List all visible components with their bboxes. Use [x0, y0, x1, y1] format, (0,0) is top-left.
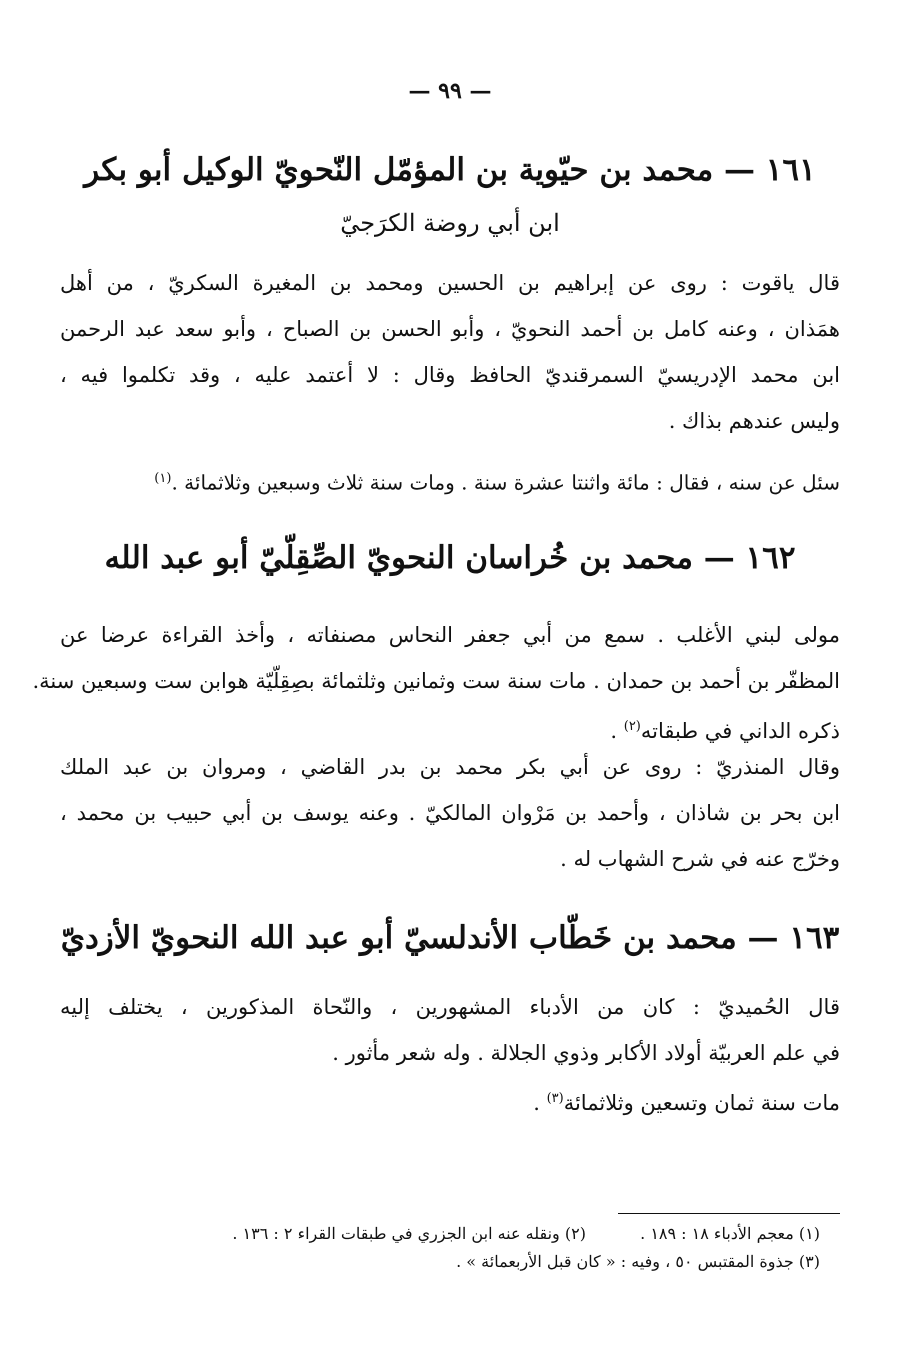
entry-162-paragraph-1 [32, 612, 840, 754]
entry-heading-162: ١٦٢ — محمد بن خُراسان النحويّ الصِّقِلّيّ أبو عبد الله [104, 540, 796, 576]
footnote-divider [618, 1213, 840, 1214]
entry-161-paragraph-1 [60, 260, 840, 444]
text-line-content: سئل عن سنه ، فقال : مائة واثنتا عشرة سنة . ومات سنة ثلاث وسبعين وثلاثمائة . [171, 470, 840, 495]
text-line-tail: . [610, 719, 624, 743]
entry-163-paragraph-1 [60, 984, 840, 1076]
text-line: مولى لبني الأغلب . سمع من أبي جعفر النحاس مصنفاته ، وأخذ القراءة عرضا عن [60, 623, 840, 647]
footnotes [60, 1220, 820, 1276]
footnote-3: (٣) جذوة المقتبس ٥٠ ، وفيه : « كان قبل الأربعمائة » . [456, 1252, 820, 1271]
footnote-ref-3: (٣) [546, 1091, 564, 1106]
footnote-ref-2: (٢) [623, 719, 641, 734]
entry-163-paragraph-2 [60, 1076, 840, 1126]
footnote-row [60, 1220, 820, 1248]
page-number: — ٩٩ — [408, 78, 492, 104]
text-line: وليس عندهم بذاك . [668, 409, 840, 433]
text-line-content: ذكره الداني في طبقاته [640, 719, 840, 743]
footnote-1: (١) معجم الأدباء ١٨ : ١٨٩ . [640, 1224, 820, 1243]
text-line [60, 1076, 840, 1126]
text-line: قال ياقوت : روى عن إبراهيم بن الحسين ومحمد بن المغيرة السكريّ ، من أهل [60, 271, 840, 295]
footnote-ref-1: (١) [154, 471, 172, 486]
entry-161-paragraph-2 [60, 456, 840, 506]
text-line: همَذان ، وعنه كامل بن أحمد النحويّ ، وأبو الحسن بن الصباح ، وأبو سعد عبد الرحمن [60, 317, 840, 341]
footnote-row [60, 1248, 820, 1276]
entry-heading-161: ١٦١ — محمد بن حيّوية بن المؤمّل النّحويّ الوكيل أبو بكر [84, 152, 816, 188]
text-line: قال الحُميديّ : كان من الأدباء المشهورين ، والنّحاة المذكورين ، يختلف إليه [60, 995, 840, 1019]
text-line: وقال المنذريّ : روى عن أبي بكر محمد بن بدر القاضي ، ومروان بن عبد الملك [60, 755, 840, 779]
text-line: في علم العربيّة أولاد الأكابر وذوي الجلالة . وله شعر مأثور . [332, 1041, 840, 1065]
book-page [32, 60, 840, 1300]
text-line: ابن محمد الإدريسيّ السمرقنديّ الحافظ وقال : لا أعتمد عليه ، وقد تكلموا فيه ، [60, 363, 840, 387]
text-line: ابن بحر بن شاذان ، وأحمد بن مَرْوان المالكيّ . وعنه يوسف بن أبي حبيب بن محمد ، [60, 801, 840, 825]
text-line [60, 456, 840, 506]
footnote-2: (٢) ونقله عنه ابن الجزري في طبقات القراء ٢ : ١٣٦ . [232, 1224, 586, 1243]
text-line-tail: . [533, 1091, 547, 1115]
entry-heading-163: ١٦٣ — محمد بن خَطّاب الأندلسيّ أبو عبد الله النحويّ الأزديّ [60, 920, 840, 956]
text-line: وخرّج عنه في شرح الشهاب له . [560, 847, 840, 871]
text-line: المظفّر بن أحمد بن حمدان . مات سنة ست وثمانين وثلثمائة بصِقِلّيّة هوابن ست وسبعين سنة. [32, 669, 840, 693]
entry-subheading-161: ابن أبي روضة الكرَجيّ [340, 209, 560, 237]
entry-162-paragraph-2 [60, 744, 840, 882]
text-line-content: مات سنة ثمان وتسعين وثلاثمائة [563, 1091, 840, 1115]
